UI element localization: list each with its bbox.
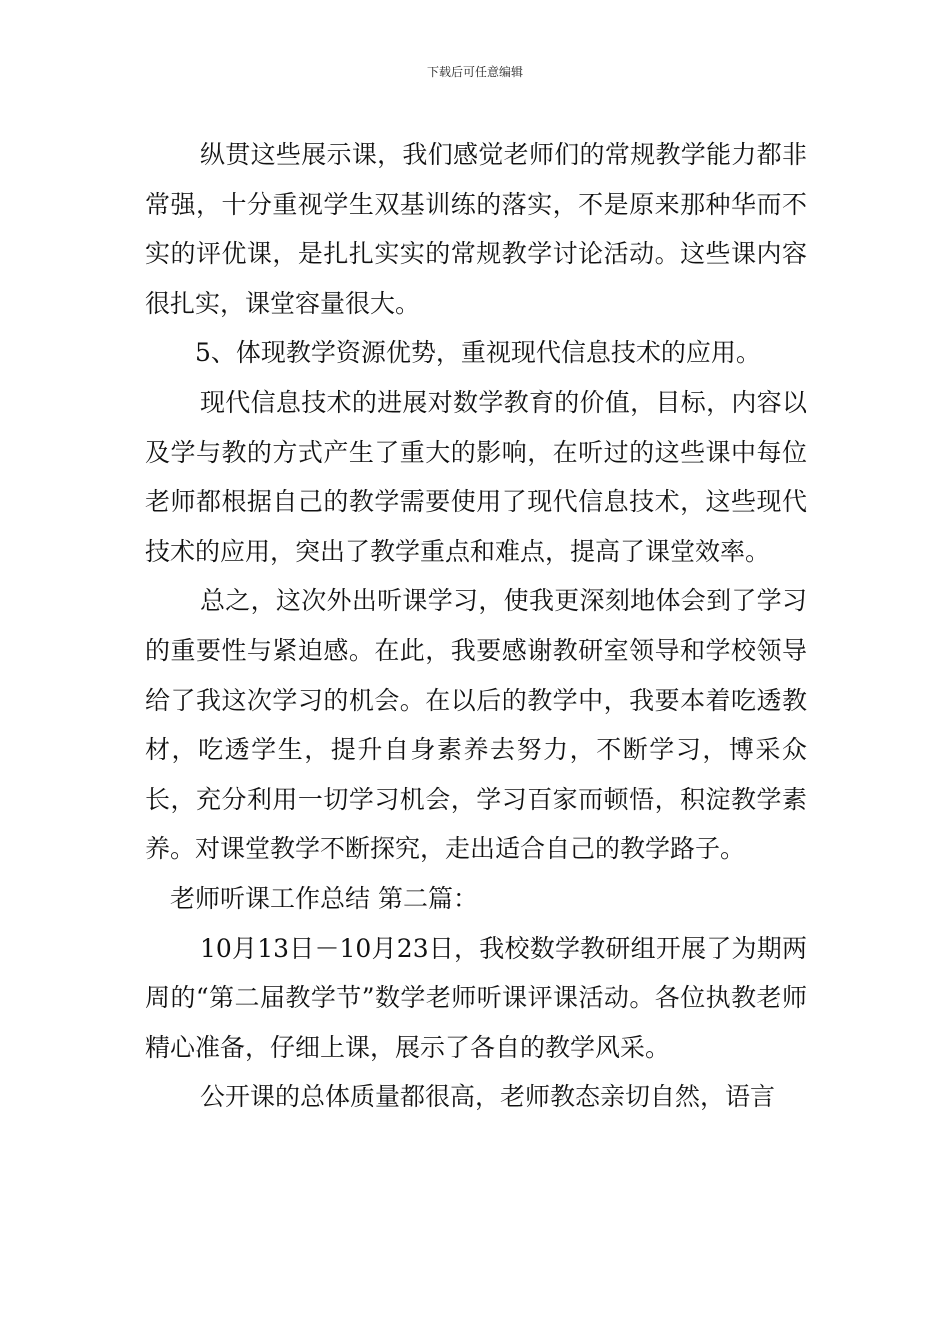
page-header: [0, 64, 950, 80]
header-note: 下载后可任意编辑: [426, 65, 523, 79]
paragraph-3: 现代信息技术的进展对数学教育的价值，目标，内容以及学与教的方式产生了重大的影响，在听过的这些课中每位老师都根据自己的教学需要使用了现代信息技术，这些现代技术的应用，突出了教学重点和难点，提高了课堂效率。: [145, 387, 807, 566]
document-body: [145, 130, 807, 1122]
paragraph-4: 总之，这次外出听课学习，使我更深刻地体会到了学习的重要性与紧迫感。在此，我要感谢教研室领导和学校领导给了我这次学习的机会。在以后的教学中，我要本着吃透教材，吃透学生，提升自身素养去努力，不断学习，博采众长，充分利用一切学习机会，学习百家而顿悟，积淀教学素养。对课堂教学不断探究，走出适合自己的教学路子。: [145, 586, 807, 864]
paragraph-5: 10月13日－10月23日，我校数学教研组开展了为期两周的“第二届教学节”数学老师听课评课活动。各位执教老师精心准备，仔细上课，展示了各自的教学风采。: [145, 933, 807, 1062]
paragraph-6: 公开课的总体质量都很高，老师教态亲切自然，语言: [200, 1082, 776, 1112]
paragraph-2: 5、体现教学资源优势，重视现代信息技术的应用。: [195, 338, 761, 368]
paragraph-1: 纵贯这些展示课，我们感觉老师们的常规教学能力都非常强，十分重视学生双基训练的落实，不是原来那种华而不实的评优课，是扎扎实实的常规教学讨论活动。这些课内容很扎实，课堂容量很大。: [145, 140, 807, 318]
section-heading: 老师听课工作总结 第二篇：: [170, 883, 478, 913]
